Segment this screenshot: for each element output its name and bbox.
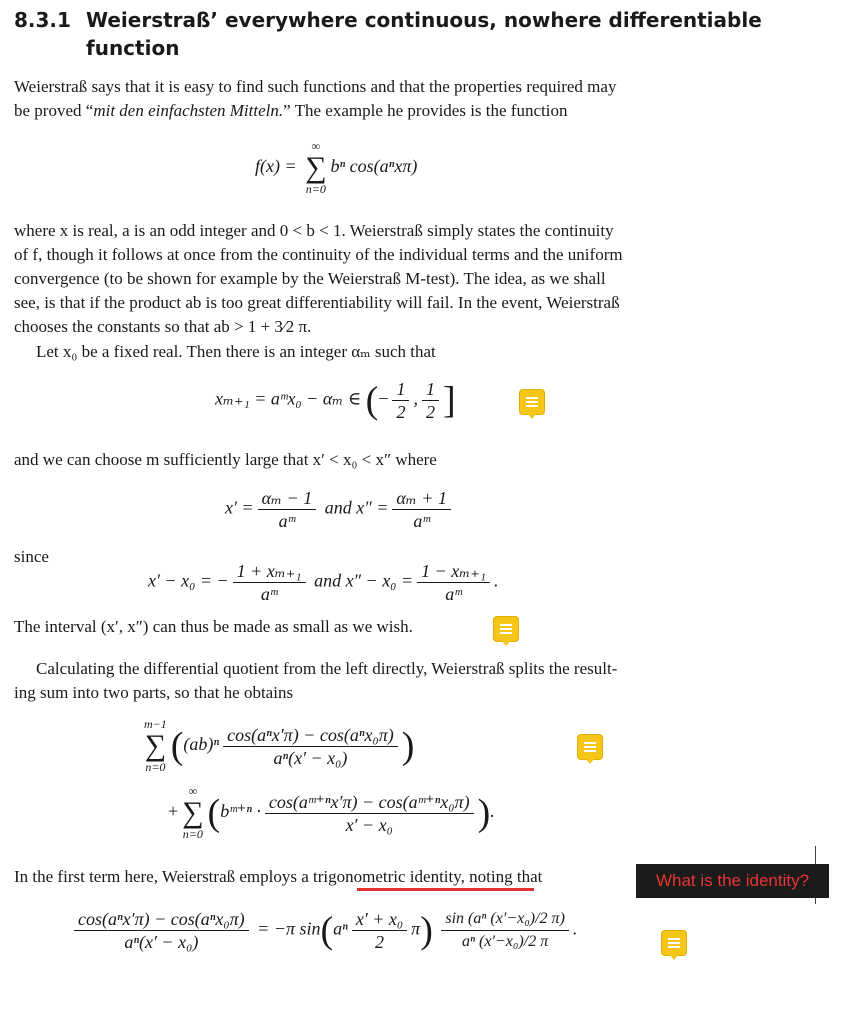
eq1-body: bⁿ cos(aⁿxπ) bbox=[330, 156, 418, 177]
para1-line2 bbox=[14, 99, 567, 123]
eq7-right-den: aⁿ (x′−x₀)/2 π bbox=[462, 933, 549, 950]
para1-line1: Weierstraß says that it is easy to find such functions and that the properties required may bbox=[14, 77, 617, 96]
eq7-mid: = −π sin bbox=[257, 918, 321, 939]
eq3-frac-a bbox=[258, 487, 317, 532]
equation-endpoints bbox=[225, 487, 455, 532]
eq3-frac-a-den: aᵐ bbox=[278, 511, 296, 531]
eq7-arg-den: 2 bbox=[374, 932, 384, 952]
eq5-sum-top: m−1 bbox=[144, 717, 167, 731]
eq5-sum: m−1 ∑ n=0 bbox=[144, 717, 167, 774]
eq7-frac-left bbox=[74, 908, 249, 953]
eq4-frac-a-den: aᵐ bbox=[260, 584, 278, 604]
eq2-frac1 bbox=[392, 378, 409, 423]
para8-text-c: noting that bbox=[464, 867, 543, 886]
para4: and we can choose m sufficiently large that x′ < x₀ < x″ where bbox=[14, 450, 437, 469]
eq4-end: . bbox=[494, 570, 499, 591]
para2-line2: of f, though it follows at once from the continuity of the individual terms and the uniform bbox=[14, 245, 623, 264]
annotation-comment[interactable]: What is the identity? bbox=[636, 864, 829, 898]
eq2-close-bracket: ] bbox=[442, 379, 456, 422]
para2-line4: see, is that if the product ab is too great differentiability will fail. In the event, Weierstraß bbox=[14, 293, 620, 312]
eq6-plus: + bbox=[168, 801, 179, 822]
eq2-frac2 bbox=[422, 378, 439, 423]
eq1-sum-bottom: n=0 bbox=[305, 182, 326, 196]
eq2-frac2-num: 1 bbox=[422, 378, 439, 401]
eq7-end: . bbox=[572, 918, 578, 939]
eq1-sum-top: ∞ bbox=[311, 139, 321, 153]
eq1-lhs: f(x) = bbox=[255, 156, 302, 177]
eq6-end: . bbox=[490, 801, 495, 822]
section-title-line1: Weierstraß’ everywhere continuous, nowhere differentiable bbox=[86, 8, 762, 32]
sticky-note-icon[interactable] bbox=[578, 735, 602, 759]
eq6-frac bbox=[265, 791, 474, 836]
eq5-frac bbox=[223, 724, 398, 769]
eq3-mid: and x″ = bbox=[324, 497, 389, 518]
sticky-note-icon[interactable] bbox=[520, 390, 544, 414]
equation-function-definition bbox=[255, 140, 417, 196]
eq4-mid: and x″ − x₀ = bbox=[314, 570, 414, 591]
para8 bbox=[14, 865, 542, 889]
para7-line2: ing sum into two parts, so that he obtains bbox=[14, 683, 294, 702]
eq5-num: cos(aⁿx′π) − cos(aⁿx₀π) bbox=[223, 724, 398, 747]
eq7-left-num: cos(aⁿx′π) − cos(aⁿx₀π) bbox=[74, 908, 249, 931]
para1-text-a: be proved “ bbox=[14, 101, 94, 120]
eq5-sum-bottom: n=0 bbox=[145, 760, 166, 774]
equation-differences bbox=[148, 560, 499, 605]
eq7-arg-post: π bbox=[411, 918, 421, 939]
eq5-coef: (ab)ⁿ bbox=[183, 734, 220, 755]
eq6-coef: bᵐ⁺ⁿ · bbox=[220, 801, 261, 822]
para2-line3: convergence (to be shown for example by the Weierstraß M-test). The idea, as we shall bbox=[14, 269, 606, 288]
eq4-frac-b bbox=[417, 560, 490, 605]
eq6-sum: ∞ ∑ n=0 bbox=[182, 784, 204, 841]
eq7-arg-pre: aⁿ bbox=[333, 918, 348, 939]
section-title-line2: function bbox=[86, 36, 180, 60]
para3: Let x₀ be a fixed real. Then there is an integer αₘ such that bbox=[36, 342, 436, 361]
para1-text-c: ” The example he provides is the function bbox=[283, 101, 568, 120]
section-number: 8.3.1 bbox=[14, 8, 71, 32]
eq7-frac-arg bbox=[352, 908, 407, 953]
eq4-frac-a bbox=[233, 560, 306, 605]
eq4-lhs: x′ − x₀ = − bbox=[148, 570, 229, 591]
eq4-frac-b-den: aᵐ bbox=[445, 584, 462, 604]
eq4-frac-a-num: 1 + xₘ₊₁ bbox=[233, 560, 306, 583]
equation-trig-identity: $\frac{\text{cos(aⁿx′π) − cos(aⁿx₀π)}}{\text{aⁿ(x′ − x₀)}}$ = −π sin(aⁿ $\frac{\text{x′ + x₀}}{2}$ π) $\frac{\text{sin (aⁿ (x′−x₀)/2 π)}}{\text{aⁿ (x′−x₀)/2 π}}$ . bbox=[70, 908, 577, 953]
para2-line5: chooses the constants so that ab > 1 + 3⁄2 π. bbox=[14, 317, 312, 336]
eq2-frac1-num: 1 bbox=[392, 378, 409, 401]
eq7-arg-num: x′ + x₀ bbox=[352, 908, 407, 931]
eq2-comma: , bbox=[413, 388, 418, 409]
para6: The interval (x′, x″) can thus be made as small as we wish. bbox=[14, 617, 413, 636]
eq3-frac-b-num: αₘ + 1 bbox=[392, 487, 451, 510]
eq7-left-den: aⁿ(x′ − x₀) bbox=[124, 932, 199, 952]
para8-text-a: In the first term here, Weierstraß employs a bbox=[14, 867, 314, 886]
para5: since bbox=[14, 547, 49, 566]
highlight-underline bbox=[357, 888, 534, 891]
para7-line1: Calculating the differential quotient from the left directly, Weierstraß splits the result- bbox=[36, 659, 618, 678]
eq3-frac-a-num: αₘ − 1 bbox=[258, 487, 317, 510]
eq6-sum-top: ∞ bbox=[188, 784, 198, 798]
eq6-num: cos(aᵐ⁺ⁿx′π) − cos(aᵐ⁺ⁿx₀π) bbox=[265, 791, 474, 814]
para2-line1: where x is real, a is an odd integer and 0 < b < 1. Weierstraß simply states the continuity bbox=[14, 221, 614, 240]
eq7-frac-right bbox=[441, 908, 569, 953]
eq2-open-paren: ( bbox=[365, 379, 379, 422]
eq1-sum: ∞ ∑ n=0 bbox=[305, 139, 327, 196]
eq2-frac1-den: 2 bbox=[396, 402, 406, 422]
eq3-lhs: x′ = bbox=[225, 497, 254, 518]
equation-first-sum: m−1 ∑ n=0 ((ab)ⁿ $\frac{\text{cos(aⁿx′π) − cos(aⁿx₀π)}}{\text{aⁿ(x′ − x₀)}}$ ) bbox=[144, 717, 415, 774]
sticky-note-icon[interactable] bbox=[662, 931, 686, 955]
eq7-right-num: sin (aⁿ (x′−x₀)/2 π) bbox=[441, 908, 569, 931]
eq6-den: x′ − x₀ bbox=[345, 814, 393, 835]
section-heading bbox=[14, 6, 774, 62]
equation-interval-membership bbox=[215, 378, 456, 423]
eq6-sum-bottom: n=0 bbox=[182, 827, 203, 841]
german-quote: mit den einfachsten Mitteln. bbox=[93, 101, 284, 120]
eq2-frac2-den: 2 bbox=[425, 402, 435, 422]
eq2-minus: − bbox=[378, 388, 389, 409]
eq2-lhs: xₘ₊₁ = aᵐx₀ − αₘ ∈ bbox=[215, 388, 362, 409]
equation-second-sum: + ∞ ∑ n=0 (bᵐ⁺ⁿ · $\frac{\text{cos(aᵐ⁺ⁿx′π) − cos(aᵐ⁺ⁿx₀π)}}{\text{x′ − x₀}}$ ). bbox=[168, 784, 495, 841]
eq3-frac-b-den: aᵐ bbox=[413, 511, 430, 531]
sticky-note-icon[interactable] bbox=[494, 617, 518, 641]
highlighted-phrase[interactable]: trigonometric identity, bbox=[313, 867, 465, 886]
eq4-frac-b-num: 1 − xₘ₊₁ bbox=[417, 560, 490, 583]
eq3-frac-b bbox=[392, 487, 451, 532]
eq5-den: aⁿ(x′ − x₀) bbox=[273, 747, 348, 768]
